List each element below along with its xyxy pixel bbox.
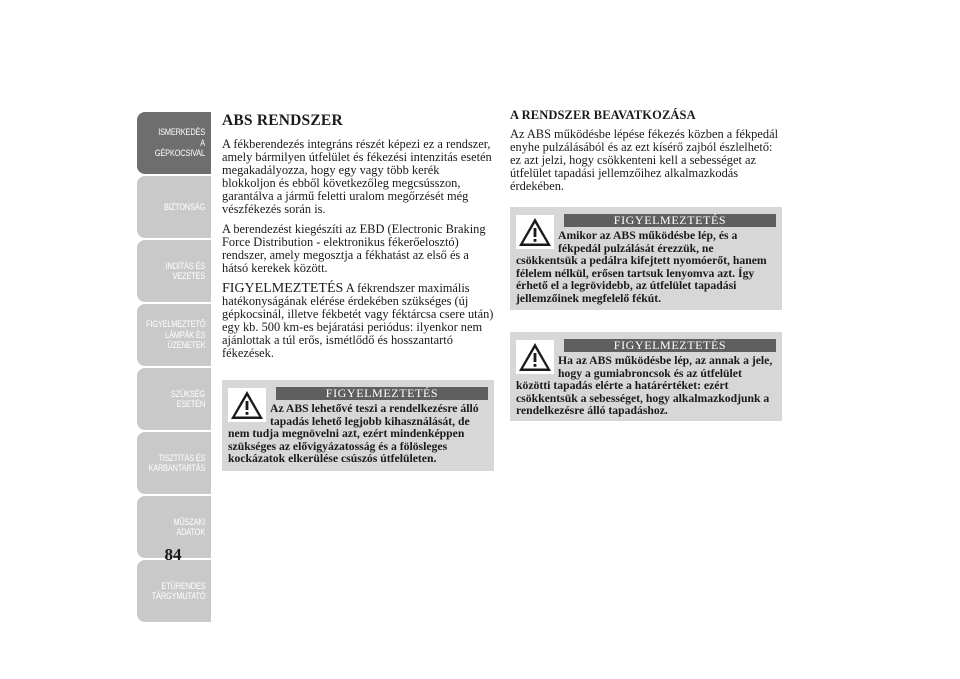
warning-text-lead: Ha az ABS működésbe lép, az annak a jele, hogy a gumiabroncsok és az útfelület [558,354,773,380]
warning-text-lead: Amikor az ABS működésbe lép, és a fékpedál pulzálását érezzük, ne [558,229,738,255]
warning-text-rest: csökkentsük a pedálra kifejtett nyomóerőt, hanem félelem nélkül, erősen tartsuk lenyomva azt. Így érhető el a legrövidebb, az útfelület tapadási jellemzőinek megfelelő fékút. [516,254,767,305]
page-number: 84 [164,545,182,564]
warning-box [510,332,782,421]
paragraph-lead: FIGYELMEZTETÉS [222,281,344,296]
warning-triangle-icon [516,215,554,249]
tab-label: ETŰRENDES TÁRGYMUTATÓ [151,580,205,601]
section-title: ABS RENDSZER [222,112,343,129]
warning-text-rest: nem tudja megnövelni azt, ezért mindenképpen szükséges az elővigyázatosság és a fölösleges kockázatok elkerülése csúszós útfelületen. [228,427,465,466]
tab-label: TISZTÍTÁS ÉS KARBANTARTÁS [148,452,205,473]
tab-figyelmezteto[interactable] [137,304,211,366]
warning-header: FIGYELMEZTETÉS [564,214,776,227]
warning-text [516,230,776,306]
left-column [222,108,494,471]
tab-szukseg[interactable] [137,368,211,430]
warning-triangle-icon [228,388,266,422]
warning-text [228,403,488,466]
warning-box [222,380,494,471]
warning-triangle-icon [516,340,554,374]
warning-text [516,355,776,418]
paragraph-text: A fékrendszer maximális hatékonyságának elérése érdekében szükséges (új gépkocsinál, illetve fékbetét vagy féktárcsa csere után) egy kb. 500 km-es bejáratási periódus: ilyenkor nem ajánlottak a túl erős, ismétlődő és hosszantartó fékezések. [222,281,494,360]
tab-label: MŰSZAKI ADATOK [173,516,205,537]
tab-inditas[interactable] [137,240,211,302]
section-subtitle: A RENDSZER BEAVATKOZÁSA [510,108,696,122]
paragraph: Az ABS működésbe lépése fékezés közben a fékpedál enyhe pulzálásából és az ezt kísérő zajból észlelhető: ez azt jelzi, hogy csökkenteni kell a sebességet az útfelület tapadási jellemzőihez alkalmazkodás érdekében. [510,127,779,193]
warning-header: FIGYELMEZTETÉS [564,339,776,352]
warning-text-lead: Az ABS lehetővé teszi a rendelkezésre álló tapadás lehető legjobb kihasználását, de [270,402,479,428]
tab-label: ISMERKEDÉS A GÉPKOCSIVAL [154,127,205,159]
warning-box [510,207,782,310]
paragraph: A fékberendezés integráns részét képezi ez a rendszer, amely bármilyen útfelület és fékezési intenzitás esetén megakadályozza, hogy egy vagy több kerék blokkoljon és ebből következőleg megcsússzon, garantálva a jármű feletti uralom megőrzését még vészfékezés során is. [222,137,492,216]
tab-label: BIZTONSÁG [163,201,205,212]
tab-label: INDÍTÁS ÉS VEZETÉS [165,260,205,281]
tab-tisztitas[interactable] [137,432,211,494]
paragraph: A berendezést kiegészíti az EBD (Electronic Braking Force Distribution - elektronikus fékerőelosztó) rendszer, amely megosztja a fékhatást az első és a hátsó kerekek között. [222,222,486,275]
tab-biztonsag[interactable] [137,176,211,238]
tab-label: FIGYELMEZTETŐ LÁMPÁK ÉS ÜZENETEK [145,319,205,351]
warning-header: FIGYELMEZTETÉS [276,387,488,400]
paragraph [222,282,494,360]
tab-label: SZÜKSÉG ESETÉN [170,388,205,409]
tab-targymutato[interactable] [137,560,211,622]
warning-text-rest: közötti tapadás elérte a határértéket: ezért csökkentsük a sebességet, hogy alkalmazkodjunk a rendelkezésre álló tapadáshoz. [516,379,770,418]
right-column [510,108,782,421]
tab-ismerkedes[interactable] [137,112,211,174]
